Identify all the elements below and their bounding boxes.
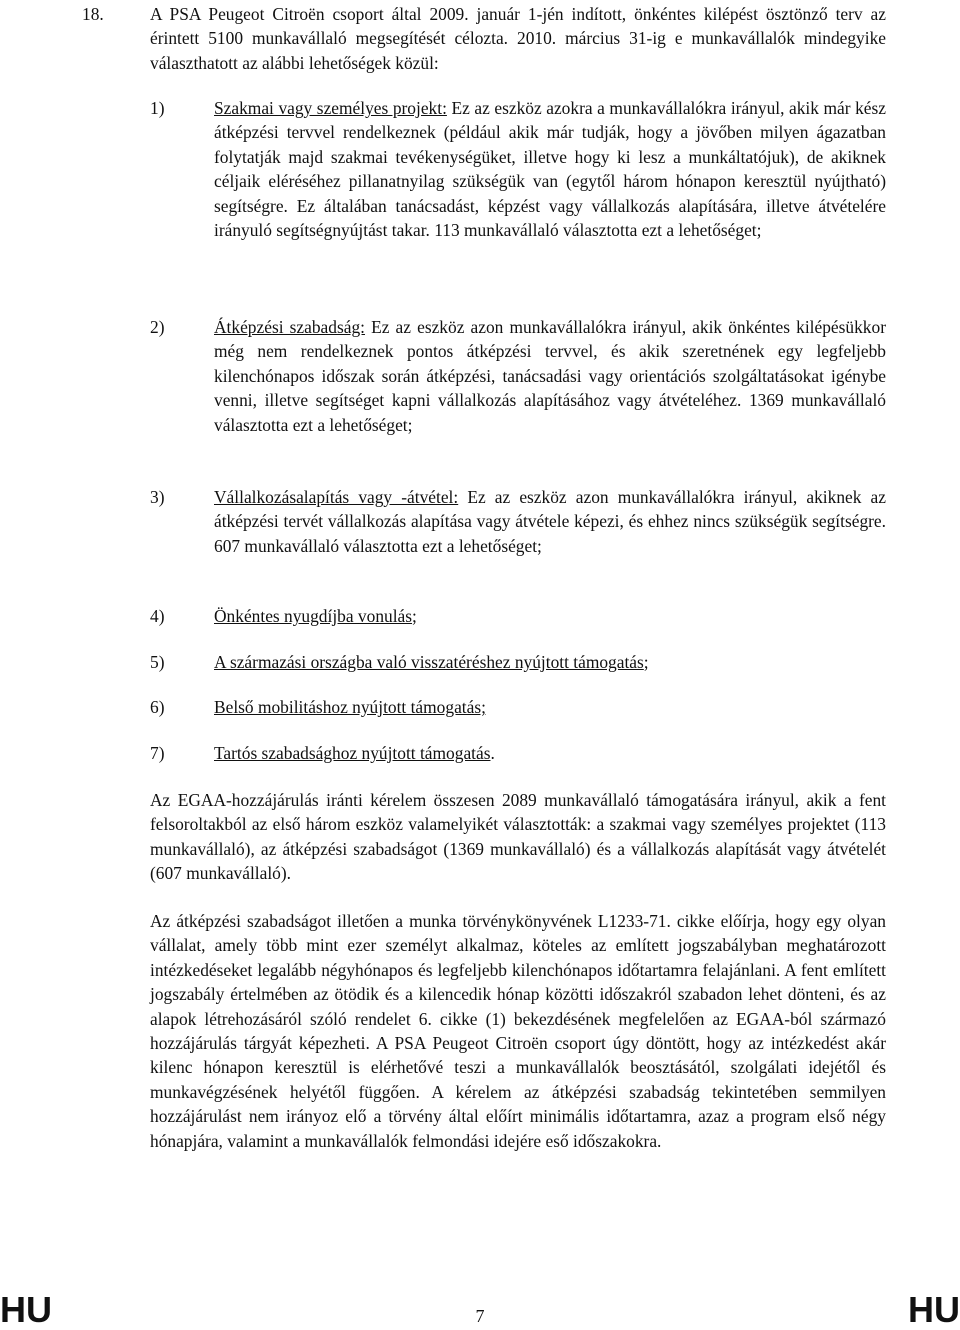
section-18-text: A PSA Peugeot Citroën csoport által 2009. január 1-jén indított, önkéntes kilépést ösztönző terv az érintett 5100 munkavállaló megsegítését célozta. 2010. március 31-ig e munkavállalók mindegyike választhatott az alábbi lehetőségek közül: [150, 4, 886, 73]
option-text: ; [643, 652, 649, 672]
footer-language-label-right: HU [908, 1289, 960, 1330]
option-number: 6) [150, 697, 165, 717]
retraining-leave-paragraph: Az átképzési szabadságot illetően a munka törvénykönyvének L1233-71. cikke előírja, hogy egy olyan vállalat, amely több mint ezer személyt alkalmaz, köteles az említett jogszabályban meghatározott intézkedéseket legalább négyhónapos és legfeljebb kilenchónapos időtartamra felajánlani. A fent említett jogszabály értelmében az ötödik és a kilencedik hónap közötti időszakról szabadon lehet dönteni, és az alapok létrehozásáról szóló rendelet 6. cikke (1) bekezdésének megfelelően az EGAA-ból származó hozzájárulás tárgyát képezheti. A PSA Peugeot Citroën csoport úgy döntött, hogy az intézkedést akár kilenc hónapon keresztül is elérhetővé teszi a munkavállalók beosztásától, szolgálati idejétől és munkavégzésének helyétől függően. A kérelem az átképzési szabadság tekintetében semmilyen hozzájárulást nem irányoz elő a törvény által előírt minimális időtartamra, azaz a program első négy hónapjára, valamint a munkavállalók felmondási idejére eső időszakokra. [150, 911, 886, 1151]
option-title: Önkéntes nyugdíjba vonulás [214, 606, 413, 626]
option-number: 3) [150, 487, 165, 507]
option-title: Szakmai vagy személyes projekt: [214, 98, 447, 118]
option-title: A származási országba való visszatéréshez nyújtott támogatás [214, 652, 644, 672]
option-item-2 [150, 315, 886, 437]
option-number: 5) [150, 652, 165, 672]
footer-language-label-left: HU [0, 1289, 52, 1330]
section-18-paragraph [82, 2, 886, 75]
option-title: Vállalkozásalapítás vagy -átvétel: [214, 487, 459, 507]
summary-paragraph: Az EGAA-hozzájárulás iránti kérelem összesen 2089 munkavállaló támogatására irányul, akik a fent felsoroltakból az első három eszköz valamelyikét választották: a szakmai vagy személyes projektet (113 munkavállaló), az átképzési szabadságot (1369 munkavállaló) és a vállalkozás alapítását vagy átvételét (607 munkavállaló). [150, 790, 886, 884]
option-item-1 [150, 96, 886, 242]
option-text: ; [412, 606, 417, 626]
option-item-3 [150, 485, 886, 558]
option-item-4 [150, 604, 886, 628]
option-title: Belső mobilitáshoz nyújtott támogatás; [214, 697, 486, 717]
option-text: Ez az eszköz azon munkavállalókra irányul, akik önkéntes kilépésükkor még nem rendelkeznek pontos átképzési tervvel, és akik szeretnének egy legfeljebb kilenchónapos időszak során átképzési, tanácsadási vagy orientációs szolgáltatásokat igénybe venni, illetve segítséget kapni vállalkozás alapításához vagy átvételéhez. 1369 munkavállaló választotta ezt a lehetőséget; [214, 317, 886, 435]
option-number: 2) [150, 317, 165, 337]
page-number: 7 [475, 1306, 485, 1326]
option-text: Ez az eszköz azon munkavállalókra irányul, akiknek az átképzési tervét vállalkozás alapítása vagy átvétele képezi, és ehhez nincs szükségük segítségre. 607 munkavállaló választotta ezt a lehetőséget; [214, 487, 886, 556]
option-item-7 [150, 741, 886, 765]
option-title: Tartós szabadsághoz nyújtott támogatás [214, 743, 491, 763]
option-number: 7) [150, 743, 165, 763]
option-item-5 [150, 650, 886, 674]
option-text: Ez az eszköz azokra a munkavállalókra irányul, akik már kész átképzési tervvel rendelkeznek (például akik már tudják, hogy a jövőben milyen ágazatban folytatják majd szakmai tevékenységüket, illetve hogy ki lesz a munkáltatójuk), de akiknek céljaik eléréséhez pillanatnyilag szükségük van (egytől három hónapon keresztül nyújtható) segítségre. Ez általában tanácsadást, képzést vagy vállalkozás alapítására, illetve átvételére irányuló segítségnyújtást takar. 113 munkavállaló választotta ezt a lehetőséget; [214, 98, 886, 241]
option-title: Átképzési szabadság: [214, 317, 365, 337]
option-item-6 [150, 695, 886, 719]
section-number: 18. [82, 4, 104, 24]
option-text: . [490, 743, 495, 763]
option-number: 1) [150, 98, 165, 118]
option-number: 4) [150, 606, 165, 626]
